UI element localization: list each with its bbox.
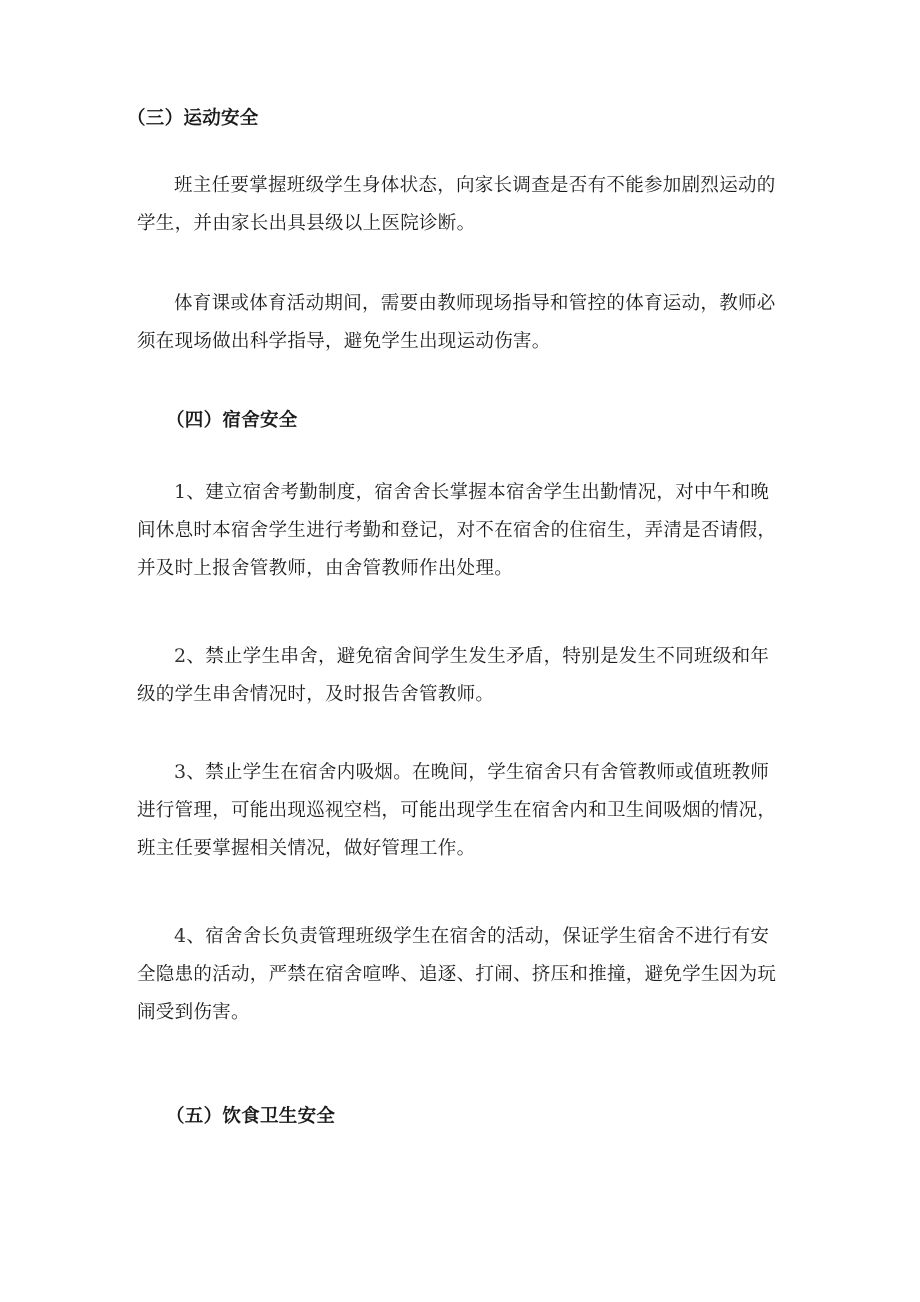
section-heading-sports-safety: （三）运动安全 (127, 108, 259, 129)
list-item-dorm-attendance (137, 473, 787, 588)
list-item-text: 、宿舍舍长负责管理班级学生在宿舍的活动，保证学生宿舍不进行有安全隐患的活动，严禁在宿舍喧哗、追逐、打闹、挤压和推撞，避免学生因为玩闹受到伤害。 (137, 926, 777, 1023)
list-item-number: 3 (174, 761, 187, 783)
list-item-text: 、建立宿舍考勤制度，宿舍舍长掌握本宿舍学生出勤情况，对中午和晚间休息时本宿舍学生进行考勤和登记，对不在宿舍的住宿生，弄清是否请假，并及时上报舍管教师，由舍管教师作出处理。 (137, 482, 777, 579)
list-item-number: 2 (174, 645, 187, 667)
section-heading-food-safety: （五）饮食卫生安全 (166, 1106, 336, 1127)
list-item-no-room-visiting (137, 637, 787, 714)
list-item-no-smoking (137, 753, 787, 868)
list-item-number: 4 (174, 925, 187, 947)
paragraph-sports-health-check: 班主任要掌握班级学生身体状态，向家长调查是否有不能参加剧烈运动的学生，并由家长出具县级以上医院诊断。 (137, 175, 776, 234)
list-item-text: 、禁止学生串舍，避免宿舍间学生发生矛盾，特别是发生不同班级和年级的学生串舍情况时，及时报告舍管教师。 (137, 646, 770, 705)
list-item-text: 、禁止学生在宿舍内吸烟。在晚间，学生宿舍只有舍管教师或值班教师进行管理，可能出现巡视空档，可能出现学生在宿舍内和卫生间吸烟的情况，班主任要掌握相关情况，做好管理工作。 (137, 762, 777, 859)
section-heading-dormitory-safety: （四）宿舍安全 (166, 410, 298, 431)
paragraph-pe-class-guidance: 体育课或体育活动期间，需要由教师现场指导和管控的体育运动，教师必须在现场做出科学指导，避免学生出现运动伤害。 (137, 293, 776, 352)
list-item-dorm-activities (137, 917, 787, 1032)
list-item-number: 1 (174, 481, 187, 503)
